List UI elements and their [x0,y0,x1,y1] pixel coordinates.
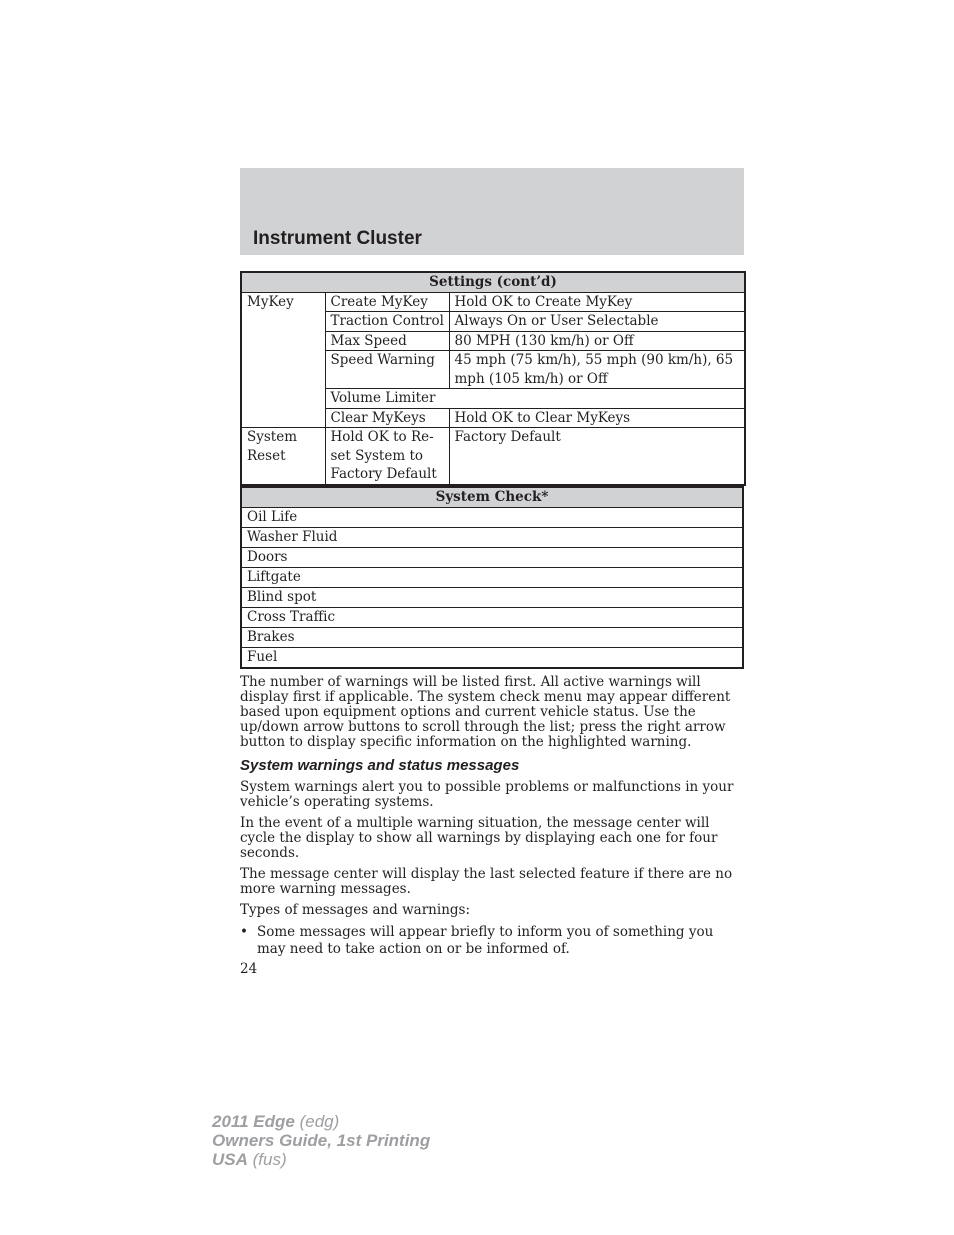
footer-model-code: (edg) [299,1112,340,1131]
settings-table [240,271,746,486]
setting-value: Always On or User Selectable [449,312,745,332]
setting-value: Hold OK to Create MyKey [449,292,745,312]
footer-edition: Owners Guide, 1st Printing [212,1131,431,1150]
table-row [241,647,743,668]
setting-feature: Clear MyKeys [325,408,449,428]
table-row [241,607,743,627]
footer-line-3 [212,1150,430,1169]
setting-feature: Volume Limiter [325,389,745,409]
setting-feature: Traction Control [325,312,449,332]
system-check-table [240,486,744,669]
setting-value: 45 mph (75 km/h), 55 mph (90 km/h), 65 mph (105 km/h) or Off [449,351,745,389]
table-row [241,428,745,485]
setting-value: Hold OK to Clear MyKeys [449,408,745,428]
footer-market-code: (fus) [252,1150,287,1169]
table-row [241,547,743,567]
settings-table-header-row [241,272,745,292]
system-check-item: Washer Fluid [241,527,743,547]
setting-value: 80 MPH (130 km/h) or Off [449,331,745,351]
paragraph-3: The message center will display the last selected feature if there are no more warning messages. [240,866,733,897]
paragraph-1: System warnings alert you to possible problems or malfunctions in your vehicle’s operating systems. [240,779,734,810]
table-row [241,627,743,647]
system-check-item: Doors [241,547,743,567]
footer-line-1 [212,1112,430,1131]
table-row [241,587,743,607]
settings-table-heading: Settings (cont’d) [241,272,745,292]
table-row [241,567,743,587]
section-title: Instrument Cluster [253,228,422,249]
system-check-item: Blind spot [241,587,743,607]
footer-market: USA [212,1150,248,1169]
system-check-item: Oil Life [241,507,743,527]
page-number: 24 [240,961,258,977]
paragraph-4: Types of messages and warnings: [240,902,471,918]
system-check-item: Liftgate [241,567,743,587]
footer-model: 2011 Edge [212,1112,295,1131]
system-reset-label: System Reset [241,428,325,485]
footer-line-2 [212,1131,430,1150]
system-check-header-row [241,487,743,507]
setting-feature: Create MyKey [325,292,449,312]
section-header-band [240,168,744,255]
bullet-text: Some messages will appear briefly to inform you of something you may need to take action on or be informed of. [257,924,714,957]
system-check-item: Cross Traffic [241,607,743,627]
setting-value: Factory Default [449,428,745,485]
system-check-item: Brakes [241,627,743,647]
paragraph-2: In the event of a multiple warning situation, the message center will cycle the display to show all warnings by displaying each one for four seconds. [240,815,718,861]
system-check-item: Fuel [241,647,743,668]
mykey-label: MyKey [241,292,325,428]
footer [212,1112,430,1169]
table-row [241,507,743,527]
intro-paragraph: The number of warnings will be listed first. All active warnings will display first if applicable. The system check menu may appear different based upon equipment options and current vehicle status. Use the up/down arrow buttons to scroll through the list; press the right arrow button to display specific information on the highlighted warning. [240,674,731,750]
bullet-icon: • [240,924,248,940]
setting-feature: Hold OK to Re-set System to Factory Default [325,428,449,485]
table-row [241,527,743,547]
system-check-heading: System Check* [241,487,743,507]
subheading: System warnings and status messages [240,757,520,774]
setting-feature: Max Speed [325,331,449,351]
setting-feature: Speed Warning [325,351,449,389]
table-row [241,292,745,312]
